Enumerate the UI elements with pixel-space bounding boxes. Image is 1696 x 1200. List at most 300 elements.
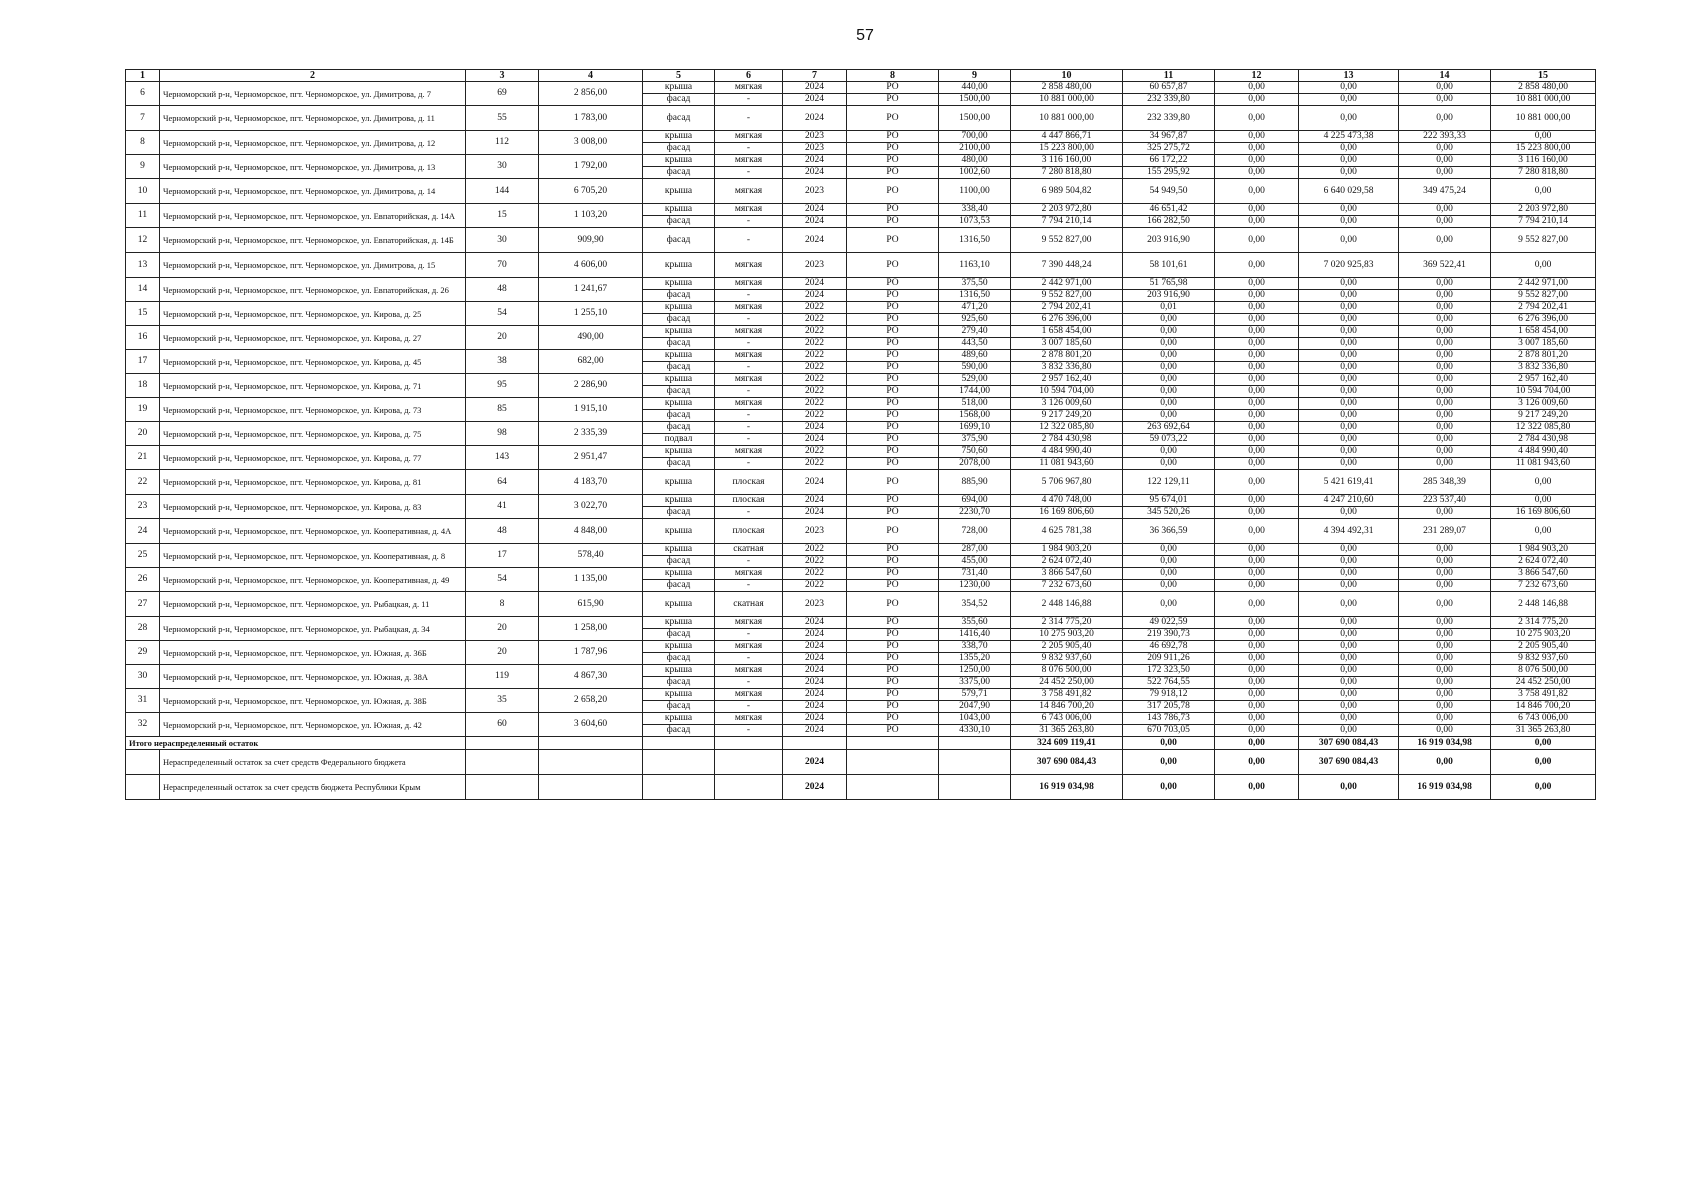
header-cell: 4 [539,70,643,82]
apartments-count: 20 [466,326,539,350]
cell-c7: 2023 [783,592,847,617]
cell-c8: РО [847,592,939,617]
cell-c13: 0,00 [1299,422,1399,434]
table-row [126,374,1596,386]
cell-c11: 232 339,80 [1123,94,1215,106]
cell-c10: 6 743 006,00 [1011,713,1123,725]
building-area: 4 867,30 [539,665,643,689]
address-cell: Черноморский р-н, Черноморское, пгт. Черноморское, ул. Рыбацкая, д. 34 [160,617,466,641]
apartments-count: 69 [466,82,539,106]
total-c13: 307 690 084,43 [1299,737,1399,750]
cell-c15: 24 452 250,00 [1491,677,1596,689]
cell-c15: 31 365 263,80 [1491,725,1596,737]
cell-c8: РО [847,580,939,592]
cell-c10: 3 007 185,60 [1011,338,1123,350]
cell-c15: 16 169 806,60 [1491,507,1596,519]
cell-c8: РО [847,179,939,204]
empty-cell [939,750,1011,775]
cell-c6: - [715,580,783,592]
cell-c9: 4330,10 [939,725,1011,737]
cell-c15: 9 832 937,60 [1491,653,1596,665]
table-row [126,278,1596,290]
cell-c6: мягкая [715,689,783,701]
cell-c7: 2022 [783,556,847,568]
cell-c10: 2 205 905,40 [1011,641,1123,653]
cell-c10: 7 390 448,24 [1011,253,1123,278]
header-cell: 8 [847,70,939,82]
cell-c14: 0,00 [1399,422,1491,434]
cell-c12: 0,00 [1215,167,1299,179]
table-row [126,106,1596,131]
cell-c12: 0,00 [1215,470,1299,495]
cell-c5: крыша [643,302,715,314]
header-cell: 11 [1123,70,1215,82]
row-number: 10 [126,179,160,204]
row-number: 29 [126,641,160,665]
cell-c8: РО [847,302,939,314]
cell-c11: 34 967,87 [1123,131,1215,143]
header-cell: 5 [643,70,715,82]
cell-c10: 2 878 801,20 [1011,350,1123,362]
building-area: 3 604,60 [539,713,643,737]
cell-c13: 0,00 [1299,665,1399,677]
row-number: 14 [126,278,160,302]
cell-c5: фасад [643,410,715,422]
cell-c10: 9 552 827,00 [1011,290,1123,302]
cell-c5: фасад [643,653,715,665]
cell-c14: 0,00 [1399,216,1491,228]
cell-c5: фасад [643,556,715,568]
cell-c5: фасад [643,143,715,155]
cell-c13: 0,00 [1299,446,1399,458]
apartments-count: 85 [466,398,539,422]
cell-c11: 670 703,05 [1123,725,1215,737]
address-cell: Черноморский р-н, Черноморское, пгт. Черноморское, ул. Кирова, д. 25 [160,302,466,326]
cell-c7: 2024 [783,290,847,302]
cell-c11: 0,00 [1123,362,1215,374]
cell-c10: 2 203 972,80 [1011,204,1123,216]
table-row [126,253,1596,278]
cell-c5: фасад [643,629,715,641]
cell-c6: - [715,362,783,374]
empty-cell [715,750,783,775]
cell-c10: 7 232 673,60 [1011,580,1123,592]
cell-c13: 4 225 473,38 [1299,131,1399,143]
cell-c9: 2100,00 [939,143,1011,155]
cell-c6: мягкая [715,350,783,362]
cell-c5: крыша [643,641,715,653]
cell-c13: 0,00 [1299,314,1399,326]
cell-c7: 2022 [783,410,847,422]
cell-c11: 522 764,55 [1123,677,1215,689]
cell-c12: 0,00 [1215,665,1299,677]
cell-c12: 0,00 [1215,507,1299,519]
cell-c15: 2 624 072,40 [1491,556,1596,568]
building-area: 4 183,70 [539,470,643,495]
cell-c13: 0,00 [1299,82,1399,94]
cell-c6: плоская [715,495,783,507]
cell-c13: 0,00 [1299,653,1399,665]
building-area: 2 856,00 [539,82,643,106]
row-number: 12 [126,228,160,253]
cell-c12: 0,00 [1215,713,1299,725]
cell-c10: 4 447 866,71 [1011,131,1123,143]
apartments-count: 20 [466,617,539,641]
table-row [126,519,1596,544]
address-cell: Черноморский р-н, Черноморское, пгт. Черноморское, ул. Димитрова, д. 12 [160,131,466,155]
cell-c5: фасад [643,701,715,713]
cell-c14: 0,00 [1399,434,1491,446]
cell-c15: 15 223 800,00 [1491,143,1596,155]
cell-c11: 0,01 [1123,302,1215,314]
cell-c5: фасад [643,106,715,131]
cell-c8: РО [847,167,939,179]
cell-c8: РО [847,410,939,422]
empty-cell [466,737,539,750]
cell-c7: 2024 [783,82,847,94]
cell-c11: 0,00 [1123,386,1215,398]
cell-c15: 10 594 704,00 [1491,386,1596,398]
total-c15: 0,00 [1491,737,1596,750]
cell-c8: РО [847,434,939,446]
cell-c5: крыша [643,131,715,143]
cell-c5: крыша [643,495,715,507]
cell-c8: РО [847,374,939,386]
cell-c9: 443,50 [939,338,1011,350]
row-number: 11 [126,204,160,228]
cell-c9: 440,00 [939,82,1011,94]
cell-c11: 0,00 [1123,398,1215,410]
cell-c5: крыша [643,617,715,629]
cell-c10: 8 076 500,00 [1011,665,1123,677]
cell-c14: 0,00 [1399,629,1491,641]
address-cell: Черноморский р-н, Черноморское, пгт. Черноморское, ул. Южная, д. 38А [160,665,466,689]
empty-cell [466,775,539,800]
cell-c12: 0,00 [1215,131,1299,143]
row-number: 32 [126,713,160,737]
building-area: 3 022,70 [539,495,643,519]
cell-c5: фасад [643,314,715,326]
cell-c10: 2 957 162,40 [1011,374,1123,386]
cell-c12: 0,00 [1215,592,1299,617]
cell-c6: скатная [715,592,783,617]
building-area: 1 103,20 [539,204,643,228]
address-cell: Черноморский р-н, Черноморское, пгт. Черноморское, ул. Евпаторийская, д. 26 [160,278,466,302]
cell-c11: 155 295,92 [1123,167,1215,179]
cell-c6: мягкая [715,302,783,314]
cell-c10: 7 280 818,80 [1011,167,1123,179]
row-number: 22 [126,470,160,495]
cell-c11: 95 674,01 [1123,495,1215,507]
table-row [126,155,1596,167]
cell-c7: 2022 [783,458,847,470]
total-c10: 324 609 119,41 [1011,737,1123,750]
unallocated-c10: 16 919 034,98 [1011,775,1123,800]
cell-c14: 0,00 [1399,665,1491,677]
cell-c7: 2023 [783,179,847,204]
cell-c6: мягкая [715,568,783,580]
unallocated-label: Нераспределенный остаток за счет средств Федерального бюджета [160,750,466,775]
cell-c12: 0,00 [1215,725,1299,737]
apartments-count: 48 [466,519,539,544]
cell-c9: 471,20 [939,302,1011,314]
unallocated-c13: 307 690 084,43 [1299,750,1399,775]
cell-c9: 1316,50 [939,228,1011,253]
cell-c12: 0,00 [1215,701,1299,713]
cell-c9: 518,00 [939,398,1011,410]
cell-c10: 3 116 160,00 [1011,155,1123,167]
unallocated-c12: 0,00 [1215,750,1299,775]
cell-c13: 0,00 [1299,278,1399,290]
cell-c10: 1 984 903,20 [1011,544,1123,556]
cell-c13: 0,00 [1299,326,1399,338]
cell-c12: 0,00 [1215,617,1299,629]
header-cell: 3 [466,70,539,82]
unallocated-c10: 307 690 084,43 [1011,750,1123,775]
cell-c8: РО [847,338,939,350]
cell-c12: 0,00 [1215,106,1299,131]
cell-c6: мягкая [715,665,783,677]
cell-c8: РО [847,326,939,338]
cell-c13: 0,00 [1299,290,1399,302]
cell-c7: 2022 [783,350,847,362]
cell-c12: 0,00 [1215,495,1299,507]
address-cell: Черноморский р-н, Черноморское, пгт. Черноморское, ул. Кирова, д. 83 [160,495,466,519]
cell-c14: 349 475,24 [1399,179,1491,204]
row-number: 16 [126,326,160,350]
row-number: 31 [126,689,160,713]
cell-c9: 1355,20 [939,653,1011,665]
empty-cell [539,775,643,800]
cell-c5: подвал [643,434,715,446]
cell-c8: РО [847,556,939,568]
cell-c12: 0,00 [1215,338,1299,350]
row-number: 15 [126,302,160,326]
cell-c6: плоская [715,470,783,495]
cell-c8: РО [847,290,939,302]
cell-c13: 0,00 [1299,568,1399,580]
empty-cell [715,737,783,750]
cell-c9: 1250,00 [939,665,1011,677]
apartments-count: 17 [466,544,539,568]
cell-c7: 2024 [783,701,847,713]
cell-c13: 0,00 [1299,410,1399,422]
cell-c6: скатная [715,544,783,556]
address-cell: Черноморский р-н, Черноморское, пгт. Черноморское, ул. Кооперативная, д. 4А [160,519,466,544]
cell-c6: - [715,167,783,179]
cell-c7: 2024 [783,713,847,725]
address-cell: Черноморский р-н, Черноморское, пгт. Черноморское, ул. Кирова, д. 27 [160,326,466,350]
cell-c13: 0,00 [1299,350,1399,362]
cell-c9: 700,00 [939,131,1011,143]
cell-c10: 12 322 085,80 [1011,422,1123,434]
cell-c14: 0,00 [1399,725,1491,737]
address-cell: Черноморский р-н, Черноморское, пгт. Черноморское, ул. Евпаторийская, д. 14Б [160,228,466,253]
cell-c13: 0,00 [1299,641,1399,653]
cell-c11: 0,00 [1123,446,1215,458]
cell-c13: 0,00 [1299,507,1399,519]
cell-c14: 0,00 [1399,701,1491,713]
cell-c15: 2 314 775,20 [1491,617,1596,629]
cell-c6: - [715,701,783,713]
cell-c9: 354,52 [939,592,1011,617]
cell-c7: 2023 [783,143,847,155]
cell-c14: 0,00 [1399,314,1491,326]
cell-c5: крыша [643,350,715,362]
cell-c13: 0,00 [1299,228,1399,253]
cell-c15: 6 743 006,00 [1491,713,1596,725]
cell-c5: фасад [643,507,715,519]
cell-c9: 2230,70 [939,507,1011,519]
table-row [126,470,1596,495]
cell-c9: 731,40 [939,568,1011,580]
header-cell: 10 [1011,70,1123,82]
cell-c5: фасад [643,386,715,398]
empty-cell [643,750,715,775]
cell-c13: 0,00 [1299,338,1399,350]
cell-c8: РО [847,725,939,737]
cell-c10: 10 881 000,00 [1011,94,1123,106]
cell-c11: 66 172,22 [1123,155,1215,167]
cell-c15: 0,00 [1491,495,1596,507]
cell-c12: 0,00 [1215,422,1299,434]
cell-c14: 231 289,07 [1399,519,1491,544]
cell-c15: 2 957 162,40 [1491,374,1596,386]
cell-c10: 7 794 210,14 [1011,216,1123,228]
cell-c9: 885,90 [939,470,1011,495]
cell-c12: 0,00 [1215,94,1299,106]
cell-c8: РО [847,653,939,665]
apartments-count: 35 [466,689,539,713]
cell-c15: 0,00 [1491,470,1596,495]
empty-cell [847,775,939,800]
cell-c5: крыша [643,665,715,677]
cell-c11: 219 390,73 [1123,629,1215,641]
cell-c12: 0,00 [1215,290,1299,302]
cell-c7: 2022 [783,398,847,410]
cell-c15: 2 858 480,00 [1491,82,1596,94]
cell-c10: 10 881 000,00 [1011,106,1123,131]
cell-c11: 0,00 [1123,374,1215,386]
cell-c15: 10 275 903,20 [1491,629,1596,641]
cell-c15: 9 552 827,00 [1491,228,1596,253]
cell-c8: РО [847,507,939,519]
table-row [126,592,1596,617]
cell-c9: 1043,00 [939,713,1011,725]
cell-c14: 0,00 [1399,556,1491,568]
cell-c9: 1699,10 [939,422,1011,434]
cell-c9: 455,00 [939,556,1011,568]
header-cell: 6 [715,70,783,82]
cell-c11: 0,00 [1123,568,1215,580]
empty-cell [466,750,539,775]
cell-c6: мягкая [715,278,783,290]
cell-c6: - [715,410,783,422]
cell-c6: мягкая [715,82,783,94]
cell-c10: 6 989 504,82 [1011,179,1123,204]
cell-c12: 0,00 [1215,155,1299,167]
cell-c13: 0,00 [1299,386,1399,398]
cell-c11: 0,00 [1123,410,1215,422]
cell-c12: 0,00 [1215,544,1299,556]
apartments-count: 112 [466,131,539,155]
row-number: 8 [126,131,160,155]
building-area: 4 606,00 [539,253,643,278]
address-cell: Черноморский р-н, Черноморское, пгт. Черноморское, ул. Южная, д. 38Б [160,689,466,713]
row-number: 19 [126,398,160,422]
cell-c14: 0,00 [1399,302,1491,314]
cell-c10: 31 365 263,80 [1011,725,1123,737]
cell-c14: 0,00 [1399,155,1491,167]
cell-c8: РО [847,701,939,713]
cell-c9: 1316,50 [939,290,1011,302]
empty-cell [126,775,160,800]
row-number: 7 [126,106,160,131]
cell-c10: 14 846 700,20 [1011,701,1123,713]
address-cell: Черноморский р-н, Черноморское, пгт. Черноморское, ул. Южная, д. 36Б [160,641,466,665]
address-cell: Черноморский р-н, Черноморское, пгт. Черноморское, ул. Кирова, д. 73 [160,398,466,422]
empty-cell [715,775,783,800]
cell-c7: 2024 [783,689,847,701]
cell-c8: РО [847,713,939,725]
cell-c13: 4 394 492,31 [1299,519,1399,544]
cell-c6: мягкая [715,204,783,216]
cell-c14: 0,00 [1399,350,1491,362]
cell-c6: - [715,106,783,131]
cell-c7: 2023 [783,519,847,544]
cell-c14: 0,00 [1399,398,1491,410]
building-area: 1 258,00 [539,617,643,641]
cell-c7: 2022 [783,568,847,580]
apartments-count: 30 [466,155,539,179]
cell-c13: 5 421 619,41 [1299,470,1399,495]
address-cell: Черноморский р-н, Черноморское, пгт. Черноморское, ул. Кооперативная, д. 49 [160,568,466,592]
cell-c11: 0,00 [1123,338,1215,350]
empty-cell [643,737,715,750]
cell-c8: РО [847,82,939,94]
building-area: 6 705,20 [539,179,643,204]
unallocated-c11: 0,00 [1123,775,1215,800]
cell-c14: 0,00 [1399,653,1491,665]
cell-c8: РО [847,362,939,374]
cell-c6: - [715,228,783,253]
cell-c13: 0,00 [1299,701,1399,713]
cell-c8: РО [847,314,939,326]
empty-cell [643,775,715,800]
cell-c9: 579,71 [939,689,1011,701]
cell-c9: 728,00 [939,519,1011,544]
cell-c15: 3 758 491,82 [1491,689,1596,701]
cell-c8: РО [847,398,939,410]
table-row [126,568,1596,580]
cell-c7: 2022 [783,386,847,398]
cell-c12: 0,00 [1215,143,1299,155]
cell-c7: 2024 [783,228,847,253]
cell-c15: 14 846 700,20 [1491,701,1596,713]
cell-c14: 0,00 [1399,592,1491,617]
row-number: 13 [126,253,160,278]
building-area: 1 915,10 [539,398,643,422]
cell-c12: 0,00 [1215,641,1299,653]
cell-c12: 0,00 [1215,362,1299,374]
cell-c15: 12 322 085,80 [1491,422,1596,434]
cell-c9: 2047,90 [939,701,1011,713]
cell-c6: мягкая [715,713,783,725]
cell-c11: 49 022,59 [1123,617,1215,629]
cell-c12: 0,00 [1215,568,1299,580]
cell-c9: 1500,00 [939,94,1011,106]
address-cell: Черноморский р-н, Черноморское, пгт. Черноморское, ул. Евпаторийская, д. 14А [160,204,466,228]
